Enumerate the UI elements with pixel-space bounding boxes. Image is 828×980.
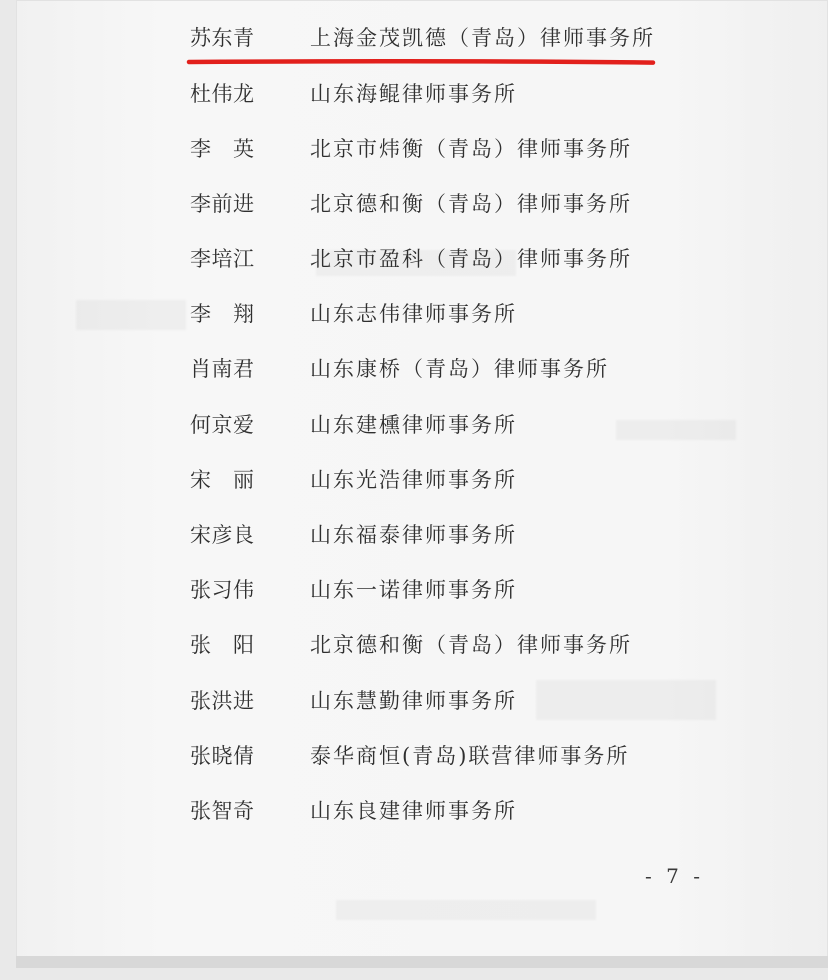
law-firm: 北京市炜衡（青岛）律师事务所 [310,137,632,161]
list-item [16,736,828,776]
law-firm: 北京德和衡（青岛）律师事务所 [310,192,632,216]
law-firm: 山东慧勤律师事务所 [310,689,517,713]
list-item [16,405,828,445]
list-item [16,681,828,721]
lawyer-name: 李 英 [190,137,255,161]
page-number: - 7 - [645,864,704,888]
law-firm: 泰华商恒(青岛)联营律师事务所 [310,744,630,768]
list-item [16,570,828,610]
list-item [16,294,828,334]
lawyer-name: 肖南君 [190,357,255,381]
lawyer-name: 杜伟龙 [190,82,255,106]
lawyer-name: 张晓倩 [190,744,255,768]
list-item [16,349,828,389]
law-firm: 山东康桥（青岛）律师事务所 [310,357,609,381]
law-firm: 山东福泰律师事务所 [310,523,517,547]
lawyer-name: 宋彦良 [190,523,255,547]
law-firm: 北京德和衡（青岛）律师事务所 [310,633,632,657]
document-page [16,0,828,968]
lawyer-name: 苏东青 [190,26,255,50]
lawyer-name: 李培江 [190,247,255,271]
law-firm: 山东建櫄律师事务所 [310,413,517,437]
list-item [16,239,828,279]
law-firm: 山东良建律师事务所 [310,799,517,823]
lawyer-name: 宋 丽 [190,468,255,492]
law-firm: 山东海鲲律师事务所 [310,82,517,106]
law-firm: 北京市盈科（青岛）律师事务所 [310,247,632,271]
highlight-stroke [189,61,653,62]
lawyer-name: 何京爱 [190,413,255,437]
lawyer-list [16,0,828,860]
list-item [16,625,828,665]
lawyer-name: 李前进 [190,192,255,216]
lawyer-name: 张智奇 [190,799,255,823]
list-item [16,515,828,555]
lawyer-name: 李 翔 [190,302,255,326]
list-item [16,460,828,500]
law-firm: 山东光浩律师事务所 [310,468,517,492]
list-item [16,18,828,58]
list-item [16,184,828,224]
law-firm: 山东志伟律师事务所 [310,302,517,326]
highlight-underline [186,58,656,67]
bleed-mark [336,900,596,920]
lawyer-name: 张习伟 [190,578,255,602]
law-firm: 山东一诺律师事务所 [310,578,517,602]
list-item [16,791,828,831]
lawyer-name: 张 阳 [190,633,255,657]
list-item [16,74,828,114]
lawyer-name: 张洪进 [190,689,255,713]
scan-border [16,956,828,968]
law-firm: 上海金茂凯德（青岛）律师事务所 [310,26,655,50]
list-item [16,129,828,169]
